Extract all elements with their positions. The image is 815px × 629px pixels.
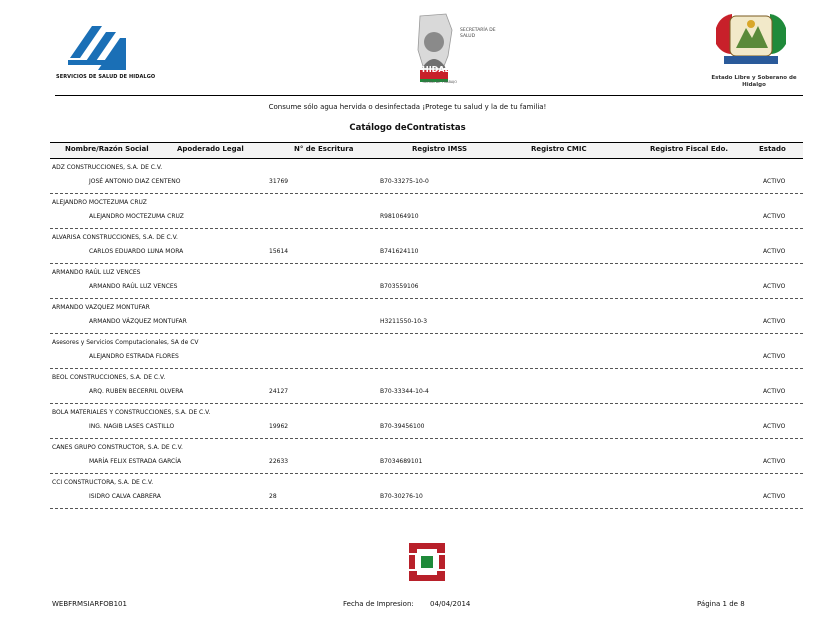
legal-representative: ARMANDO RAÚL LUZ VENCES [89, 283, 178, 290]
left-logo-caption: SERVICIOS DE SALUD DE HIDALGO [56, 74, 156, 80]
company-name: CANES GRUPO CONSTRUCTOR, S.A. DE C.V. [52, 444, 183, 451]
legal-representative: ARQ. RUBEN BECERRIL OLVERA [89, 388, 184, 395]
status-value: ACTIVO [763, 248, 786, 255]
company-name: ALVARISA CONSTRUCCIONES, S.A. DE C.V. [52, 234, 178, 241]
escritura-number: 15614 [269, 248, 289, 255]
table-row [50, 265, 803, 300]
row-separator [50, 228, 803, 229]
table-row [50, 440, 803, 475]
legal-representative: MARÍA FELIX ESTRADA GARCÍA [89, 458, 182, 465]
row-separator [50, 298, 803, 299]
company-name: BOLA MATERIALES Y CONSTRUCCIONES, S.A. DE C.V. [52, 409, 211, 416]
escritura-number: 28 [269, 493, 277, 500]
company-name: CCI CONSTRUCTORA, S.A. DE C.V. [52, 479, 154, 486]
legal-representative: ALEJANDRO MOCTEZUMA CRUZ [89, 213, 184, 220]
table-row [50, 160, 803, 195]
table-row [50, 370, 803, 405]
status-value: ACTIVO [763, 423, 786, 430]
imss-registration: B70-30276-10 [380, 493, 423, 500]
company-name: ARMANDO RAÚL LUZ VENCES [52, 269, 141, 276]
escritura-number: 24127 [269, 388, 289, 395]
report-id: WEBFRMSIARFOB101 [52, 600, 127, 608]
legal-representative: ING. NAGIB LASES CASTILLO [89, 423, 175, 430]
secretaria-salud-hidalgo-logo [412, 10, 502, 90]
col-cmic: Registro CMIC [531, 145, 587, 153]
status-value: ACTIVO [763, 458, 786, 465]
imss-registration: B70-39456100 [380, 423, 425, 430]
legal-representative: JOSÉ ANTONIO DIAZ CENTENO [89, 178, 181, 185]
row-separator [50, 193, 803, 194]
imss-registration: B70-33275-10-0 [380, 178, 429, 185]
status-value: ACTIVO [763, 178, 786, 185]
imss-registration: B703559106 [380, 283, 419, 290]
escritura-number: 19962 [269, 423, 289, 430]
right-logo-caption: Estado Libre y Soberano de Hidalgo [711, 75, 797, 88]
col-estado: Estado [759, 145, 786, 153]
col-apoderado: Apoderado Legal [177, 145, 244, 153]
health-motto: Consume sólo agua hervida o desinfectada ¡Protege tu salud y la de tu familia! [268, 103, 547, 111]
col-imss: Registro IMSS [412, 145, 468, 153]
col-escritura: N° de Escritura [294, 145, 354, 153]
row-separator [50, 508, 803, 509]
row-separator [50, 438, 803, 439]
imss-registration: H3211550-10-3 [380, 318, 428, 325]
row-separator [50, 333, 803, 334]
imss-registration: R981064910 [380, 213, 419, 220]
center-logo-text-sub: TIERRA DE TRABAJO [422, 80, 458, 84]
print-date-label: Fecha de Impresion: [343, 600, 414, 608]
company-name: BEOL CONSTRUCCIONES, S.A. DE C.V. [52, 374, 166, 381]
status-value: ACTIVO [763, 283, 786, 290]
company-name: ARMANDO VAZQUEZ MONTUFAR [52, 304, 150, 311]
legal-representative: ARMANDO VÁZQUEZ MONTUFAR [89, 318, 187, 325]
legal-representative: ISIDRO CALVA CABRERA [89, 493, 161, 500]
legal-representative: ALEJANDRO ESTRADA FLORES [89, 353, 179, 360]
col-fiscal: Registro Fiscal Edo. [650, 145, 729, 153]
row-separator [50, 473, 803, 474]
report-title: Catálogo deContratistas [349, 123, 466, 133]
escritura-number: 22633 [269, 458, 289, 465]
table-row [50, 195, 803, 230]
table-row [50, 405, 803, 440]
status-value: ACTIVO [763, 213, 786, 220]
hidalgo-coat-of-arms [706, 10, 796, 80]
company-name: ADZ CONSTRUCCIONES, S.A. DE C.V. [52, 164, 163, 171]
legal-representative: CARLOS EDUARDO LUNA MORA [89, 248, 184, 255]
imss-registration: B741624110 [380, 248, 419, 255]
table-row [50, 475, 803, 510]
print-date-value: 04/04/2014 [430, 600, 471, 608]
row-separator [50, 263, 803, 264]
row-separator [50, 403, 803, 404]
imss-registration: B7034689101 [380, 458, 423, 465]
status-value: ACTIVO [763, 353, 786, 360]
page-indicator: Página 1 de 8 [697, 600, 745, 608]
company-name: ALEJANDRO MOCTEZUMA CRUZ [52, 199, 147, 206]
table-row [50, 335, 803, 370]
company-name: Asesores y Servicios Computacionales, SA de CV [52, 339, 199, 346]
imss-registration: B70-33344-10-4 [380, 388, 429, 395]
center-logo-text-top: SECRETARÍA DE SALUD [460, 28, 496, 39]
servicios-salud-hidalgo-logo [62, 18, 142, 82]
col-nombre: Nombre/Razón Social [65, 145, 149, 153]
center-logo-text-main: HIDALGO [422, 65, 463, 74]
footer-emblem-icon [407, 541, 447, 583]
row-separator [50, 368, 803, 369]
status-value: ACTIVO [763, 318, 786, 325]
table-row [50, 300, 803, 335]
escritura-number: 31769 [269, 178, 289, 185]
header-divider [55, 95, 803, 96]
status-value: ACTIVO [763, 493, 786, 500]
status-value: ACTIVO [763, 388, 786, 395]
table-row [50, 230, 803, 265]
